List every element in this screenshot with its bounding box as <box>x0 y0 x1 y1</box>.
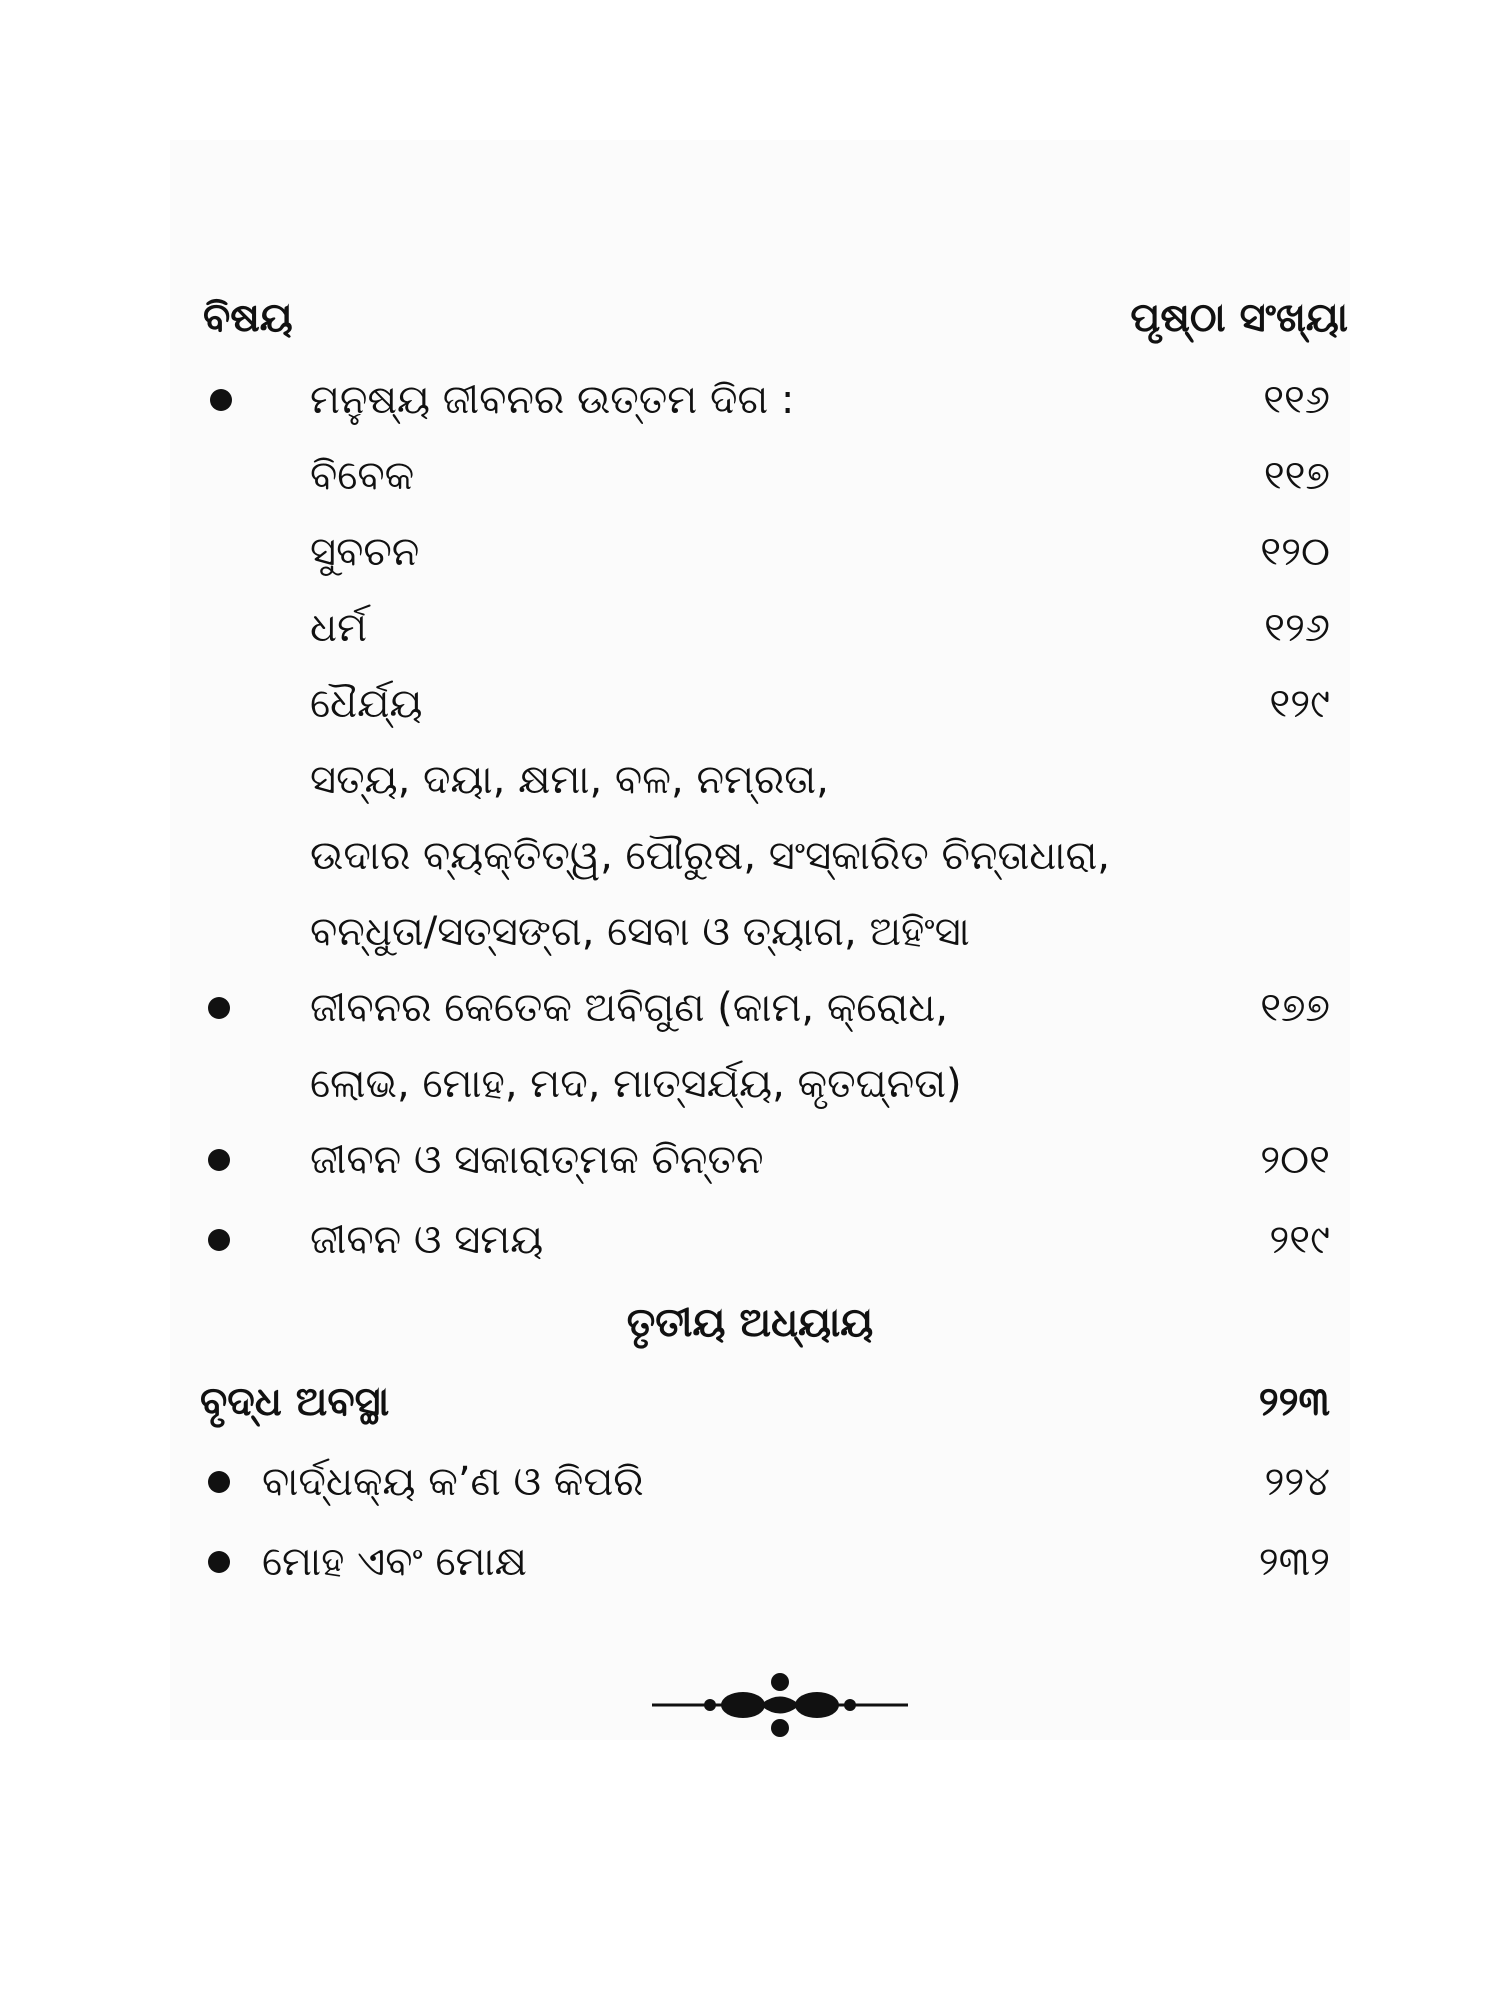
bullet-icon <box>208 1149 230 1171</box>
entry-text: ଉଦାର ବ୍ୟକ୍ତିତ୍ୱ, ପୌରୁଷ, ସଂସ୍କାରିତ ଚିନ୍ତାଧାରା, <box>310 833 1110 879</box>
entry-page: ୧୭୭ <box>1260 985 1330 1031</box>
entry-text: ଧର୍ମ <box>310 605 367 651</box>
bullet-icon <box>208 1229 230 1251</box>
list-item <box>0 598 1500 658</box>
list-item <box>0 1452 1500 1512</box>
bullet-icon <box>208 1471 230 1493</box>
list-item <box>0 446 1500 506</box>
subject-header: ବିଷୟ <box>203 295 293 341</box>
list-item <box>0 370 1500 430</box>
entry-page: ୨୧୯ <box>1269 1217 1330 1263</box>
list-item <box>0 750 1500 810</box>
entry-text: ଧୈର୍ଯ୍ୟ <box>310 681 423 727</box>
list-item <box>0 902 1500 962</box>
list-item <box>0 826 1500 886</box>
bullet-icon <box>208 997 230 1019</box>
entry-text: ବାର୍ଦ୍ଧକ୍ୟ କ’ଣ ଓ କିପରି <box>262 1459 644 1505</box>
entry-text: ବନ୍ଧୁତା/ସତ୍‌ସଙ୍ଗ, ସେବା ଓ ତ୍ୟାଗ, ଅହିଂସା <box>310 909 970 955</box>
section-heading <box>0 1372 1500 1432</box>
bullet-icon <box>208 1551 230 1573</box>
entry-text: ସୁବଚନ <box>310 529 420 575</box>
list-item <box>0 978 1500 1038</box>
entry-page: ୧୨୦ <box>1260 529 1330 575</box>
bullet-icon <box>210 389 232 411</box>
entry-text: ମୋହ ଏବଂ ମୋକ୍ଷ <box>262 1539 527 1585</box>
entry-text: ଜୀବନ ଓ ସକାରାତ୍ମକ ଚିନ୍ତନ <box>310 1137 764 1183</box>
list-item <box>0 674 1500 734</box>
entry-text: ଜୀବନ ଓ ସମୟ <box>310 1217 544 1263</box>
list-item <box>0 1532 1500 1592</box>
entry-text: ଜୀବନର କେତେକ ଅବିଗୁଣ (କାମ, କ୍ରୋଧ, <box>310 985 949 1031</box>
entry-page: ୧୨୯ <box>1269 681 1330 727</box>
entry-page: ୨୦୧ <box>1260 1137 1330 1183</box>
entry-text: ଲୋଭ, ମୋହ, ମଦ, ମାତ୍ସର୍ଯ୍ୟ, କୃତଘ୍ନତା) <box>310 1061 962 1107</box>
list-item <box>0 1054 1500 1114</box>
entry-page: ୧୧୬ <box>1263 377 1330 423</box>
entry-page: ୨୩୨ <box>1258 1539 1330 1585</box>
entry-text: ମନୁଷ୍ୟ ଜୀବନର ଉତ୍ତମ ଦିଗ : <box>310 377 795 423</box>
list-item <box>0 1130 1500 1190</box>
ornament-divider-icon <box>650 1670 910 1740</box>
section-page: ୨୨୩ <box>1258 1379 1330 1425</box>
entry-page: ୧୧୭ <box>1263 453 1330 499</box>
chapter-title: ତୃତୀୟ ଅଧ୍ୟାୟ <box>626 1300 874 1346</box>
entry-page: ୧୨୬ <box>1264 605 1330 651</box>
list-item <box>0 522 1500 582</box>
entry-text: ବିବେକ <box>310 453 415 499</box>
entry-page: ୨୨୪ <box>1264 1459 1330 1505</box>
entry-text: ସତ୍ୟ, ଦୟା, କ୍ଷମା, ବଳ, ନମ୍ରତା, <box>310 757 829 803</box>
page-number-header: ପୃଷ୍ଠା ସଂଖ୍ୟା <box>1130 295 1348 341</box>
list-item <box>0 1210 1500 1270</box>
section-text: ବୃଦ୍ଧ ଅବସ୍ଥା <box>200 1379 390 1425</box>
